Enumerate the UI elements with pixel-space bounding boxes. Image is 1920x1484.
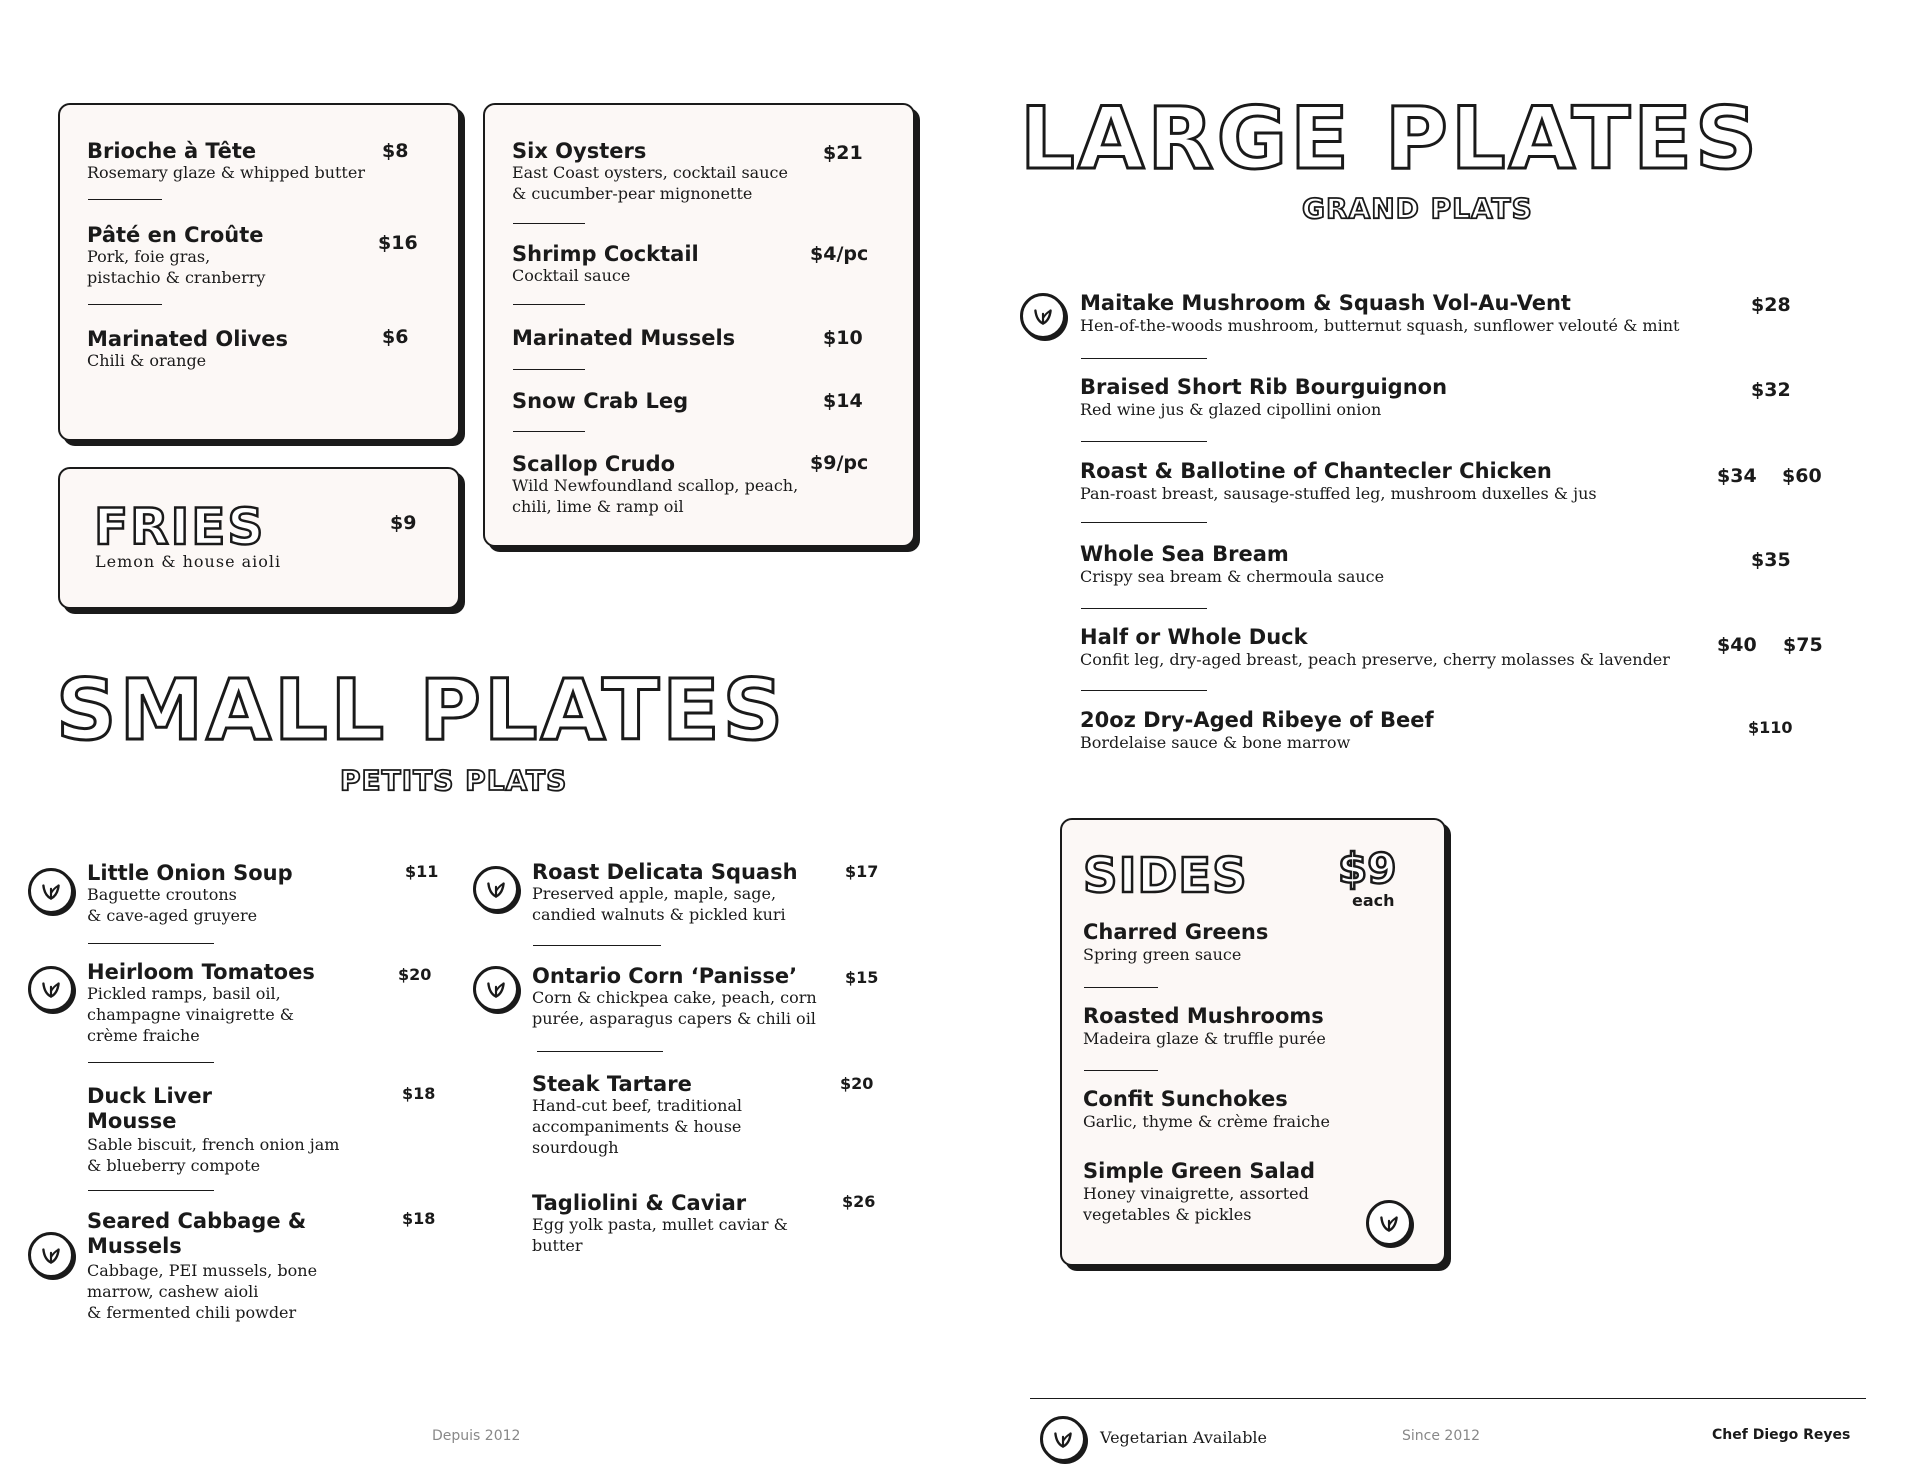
vegetarian-icon bbox=[473, 866, 519, 912]
menu-item-price: $21 bbox=[823, 142, 863, 164]
menu-item-name: Tagliolini & Caviar bbox=[532, 1191, 747, 1215]
fries-price: $9 bbox=[390, 512, 417, 534]
item-divider bbox=[1081, 608, 1207, 609]
menu-item-name: Pâté en Croûte bbox=[87, 223, 264, 247]
menu-item-price: $15 bbox=[845, 968, 879, 987]
menu-item-description: East Coast oysters, cocktail sauce & cucumber-pear mignonette bbox=[512, 163, 788, 203]
vegetarian-icon bbox=[473, 966, 519, 1012]
menu-item-description: Rosemary glaze & whipped butter bbox=[87, 163, 365, 182]
menu-item-description: Crispy sea bream & chermoula sauce bbox=[1080, 567, 1385, 586]
menu-item-name: Half or Whole Duck bbox=[1080, 625, 1308, 649]
menu-item-name: Roast Delicata Squash bbox=[532, 860, 798, 884]
item-divider bbox=[1081, 441, 1207, 442]
menu-item-price: $26 bbox=[842, 1192, 876, 1211]
menu-item-description: Baguette croutons & cave-aged gruyere bbox=[87, 885, 258, 925]
menu-item-price: $28 bbox=[1751, 294, 1791, 316]
menu-item-description: Sable biscuit, french onion jam & blueberry compote bbox=[87, 1135, 340, 1175]
menu-item-description: Hand-cut beef, traditional accompaniments & house sourdough bbox=[532, 1096, 743, 1157]
small-plates-title: SMALL PLATES bbox=[56, 661, 787, 759]
item-divider bbox=[513, 369, 585, 370]
item-divider bbox=[88, 1190, 214, 1191]
menu-item-name: Marinated Olives bbox=[87, 327, 289, 351]
item-divider bbox=[537, 1051, 663, 1052]
large-plates-subtitle: GRAND PLATS bbox=[1302, 192, 1533, 225]
menu-item-description: Preserved apple, maple, sage, candied walnuts & pickled kuri bbox=[532, 884, 786, 924]
menu-item-name: Scallop Crudo bbox=[512, 452, 676, 476]
vegetarian-icon bbox=[28, 1232, 74, 1278]
menu-item-name: Maitake Mushroom & Squash Vol-Au-Vent bbox=[1080, 291, 1571, 315]
menu-item-name: Roast & Ballotine of Chantecler Chicken bbox=[1080, 459, 1552, 483]
menu-item-description: Egg yolk pasta, mullet caviar & butter bbox=[532, 1215, 788, 1255]
vegetarian-icon bbox=[1020, 293, 1066, 339]
menu-item-name: Marinated Mussels bbox=[512, 326, 736, 350]
menu-item-name: Duck Liver Mousse bbox=[87, 1084, 212, 1134]
side-item-name: Roasted Mushrooms bbox=[1083, 1004, 1324, 1028]
menu-item-name: Six Oysters bbox=[512, 139, 647, 163]
item-divider bbox=[1081, 690, 1207, 691]
side-item-name: Charred Greens bbox=[1083, 920, 1269, 944]
menu-item-name: Whole Sea Bream bbox=[1080, 542, 1289, 566]
fries-title: FRIES bbox=[94, 498, 266, 556]
menu-item-description: Bordelaise sauce & bone marrow bbox=[1080, 733, 1351, 752]
menu-item-price: $11 bbox=[405, 862, 439, 881]
small-plates-subtitle: PETITS PLATS bbox=[340, 764, 568, 797]
menu-item-name: Shrimp Cocktail bbox=[512, 242, 699, 266]
menu-item-price: $32 bbox=[1751, 379, 1791, 401]
menu-item-description: Chili & orange bbox=[87, 351, 207, 370]
menu-item-price: $9/pc bbox=[810, 452, 869, 474]
menu-item-description: Confit leg, dry-aged breast, peach preserve, cherry molasses & lavender bbox=[1080, 650, 1670, 669]
item-divider bbox=[88, 1062, 214, 1063]
menu-item-price: $40 bbox=[1717, 634, 1757, 656]
item-divider bbox=[1084, 987, 1158, 988]
sides-each-label: each bbox=[1352, 891, 1395, 910]
side-item-name: Simple Green Salad bbox=[1083, 1159, 1316, 1183]
vegetarian-legend-icon bbox=[1040, 1416, 1086, 1462]
side-item-name: Confit Sunchokes bbox=[1083, 1087, 1288, 1111]
since-label: Since 2012 bbox=[1402, 1428, 1481, 1444]
menu-item-price: $20 bbox=[398, 965, 432, 984]
item-divider bbox=[1081, 358, 1207, 359]
menu-item-description: Corn & chickpea cake, peach, corn purée, asparagus capers & chili oil bbox=[532, 988, 817, 1028]
menu-item-description: Wild Newfoundland scallop, peach, chili, lime & ramp oil bbox=[512, 476, 799, 516]
menu-item-name: Braised Short Rib Bourguignon bbox=[1080, 375, 1448, 399]
side-item-description: Honey vinaigrette, assorted vegetables & pickles bbox=[1083, 1184, 1309, 1224]
chef-name: Chef Diego Reyes bbox=[1712, 1427, 1851, 1443]
menu-item-name: Brioche à Tête bbox=[87, 139, 257, 163]
menu-item-price: $20 bbox=[840, 1074, 874, 1093]
menu-item-price: $34 bbox=[1717, 465, 1757, 487]
menu-item-price: $6 bbox=[382, 326, 409, 348]
menu-item-name: 20oz Dry-Aged Ribeye of Beef bbox=[1080, 708, 1434, 732]
menu-item-price: $14 bbox=[823, 390, 863, 412]
menu-item-price: $18 bbox=[402, 1209, 436, 1228]
menu-item-price: $17 bbox=[845, 862, 879, 881]
item-divider bbox=[88, 199, 162, 200]
menu-item-price: $18 bbox=[402, 1084, 436, 1103]
side-item-description: Spring green sauce bbox=[1083, 945, 1242, 964]
menu-item-description: Cabbage, PEI mussels, bone marrow, cashew aioli & fermented chili powder bbox=[87, 1261, 318, 1322]
menu-item-price-whole: $75 bbox=[1783, 634, 1823, 656]
menu-item-name: Little Onion Soup bbox=[87, 861, 293, 885]
sides-price: $9 bbox=[1338, 844, 1397, 893]
sides-title: SIDES bbox=[1083, 848, 1248, 904]
menu-item-price: $10 bbox=[823, 327, 863, 349]
item-divider bbox=[533, 945, 661, 946]
footer-divider bbox=[1030, 1398, 1866, 1399]
menu-item-name: Seared Cabbage & Mussels bbox=[87, 1209, 307, 1259]
side-item-description: Garlic, thyme & crème fraiche bbox=[1083, 1112, 1330, 1131]
menu-item-name: Steak Tartare bbox=[532, 1072, 692, 1096]
menu-item-name: Heirloom Tomatoes bbox=[87, 960, 315, 984]
menu-item-description: Pickled ramps, basil oil, champagne vinaigrette & crème fraiche bbox=[87, 984, 294, 1045]
menu-item-description: Hen-of-the-woods mushroom, butternut squash, sunflower velouté & mint bbox=[1080, 316, 1680, 335]
menu-item-name: Snow Crab Leg bbox=[512, 389, 689, 413]
vegetarian-legend-label: Vegetarian Available bbox=[1100, 1428, 1268, 1447]
item-divider bbox=[1084, 1070, 1158, 1071]
fries-description: Lemon & house aioli bbox=[95, 552, 282, 571]
item-divider bbox=[88, 304, 162, 305]
menu-item-price-whole: $60 bbox=[1782, 465, 1822, 487]
side-item-description: Madeira glaze & truffle purée bbox=[1083, 1029, 1326, 1048]
item-divider bbox=[513, 304, 585, 305]
menu-item-description: Pan-roast breast, sausage-stuffed leg, mushroom duxelles & jus bbox=[1080, 484, 1597, 503]
menu-item-price: $16 bbox=[378, 232, 418, 254]
menu-item-description: Red wine jus & glazed cipollini onion bbox=[1080, 400, 1382, 419]
vegetarian-icon bbox=[1366, 1200, 1412, 1246]
menu-item-description: Cocktail sauce bbox=[512, 266, 631, 285]
item-divider bbox=[88, 943, 214, 944]
menu-item-description: Pork, foie gras, pistachio & cranberry bbox=[87, 247, 266, 287]
menu-item-price: $35 bbox=[1751, 549, 1791, 571]
item-divider bbox=[1081, 522, 1207, 523]
vegetarian-icon bbox=[28, 868, 74, 914]
menu-item-price: $8 bbox=[382, 140, 409, 162]
menu-item-name: Ontario Corn ‘Panisse’ bbox=[532, 964, 798, 988]
menu-item-price: $4/pc bbox=[810, 243, 869, 265]
vegetarian-icon bbox=[28, 966, 74, 1012]
large-plates-title: LARGE PLATES bbox=[1020, 89, 1760, 189]
item-divider bbox=[513, 223, 585, 224]
depuis-label: Depuis 2012 bbox=[432, 1428, 521, 1444]
menu-item-price: $110 bbox=[1748, 718, 1793, 737]
item-divider bbox=[513, 431, 585, 432]
